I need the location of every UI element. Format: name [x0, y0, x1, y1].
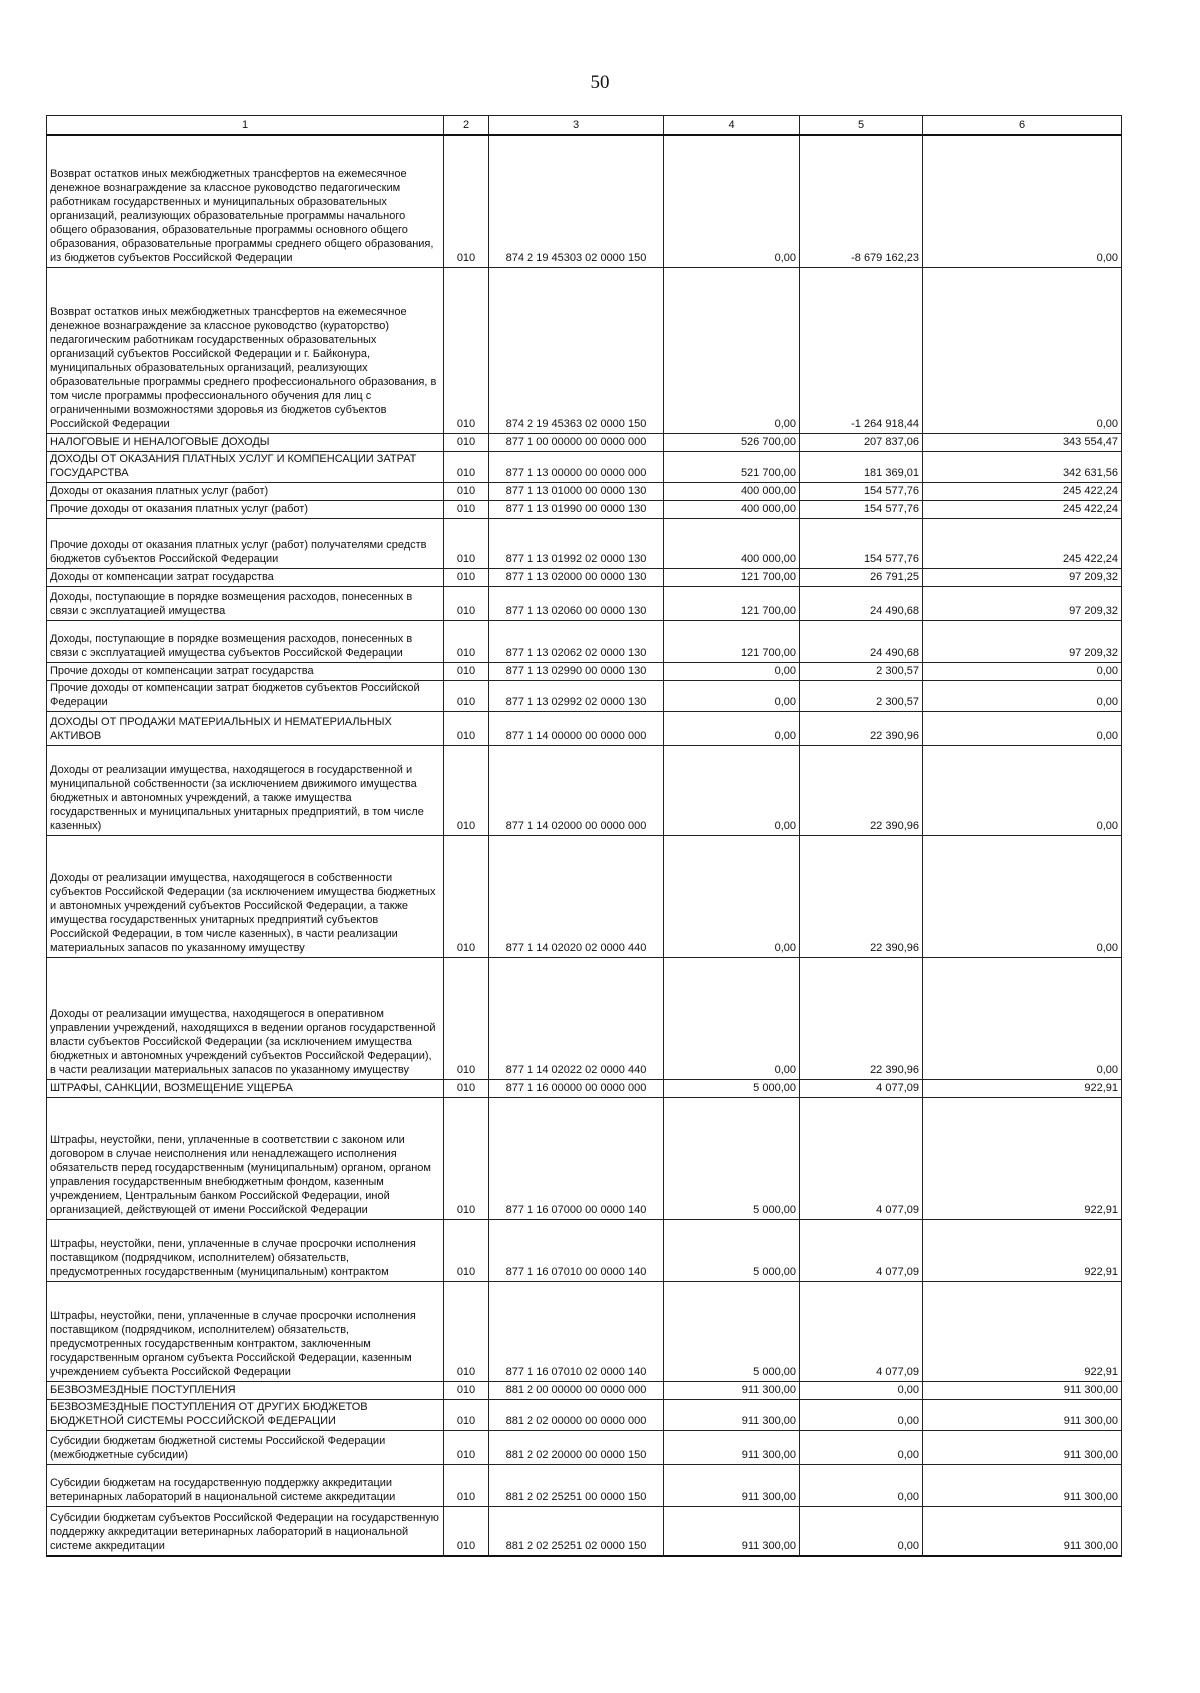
row-name-cell: Доходы, поступающие в порядке возмещения расходов, понесенных в связи с эксплуатацией имущества — [47, 586, 444, 620]
row-line-code-cell: 010 — [444, 1506, 489, 1556]
row-budget-code-cell: 881 2 02 00000 00 0000 000 — [489, 1399, 664, 1430]
table-row — [47, 957, 1122, 1079]
row-name-cell: Субсидии бюджетам субъектов Российской Федерации на государственную поддержку аккредитации ветеринарных лабораторий в национальной системе аккредитации — [47, 1506, 444, 1556]
column-header: 5 — [800, 116, 923, 136]
row-name-cell: Доходы от реализации имущества, находящегося в собственности субъектов Российской Федерации (за исключением имущества бюджетных и автономных учреждений субъектов Российской Федерации, а также имущества государственных унитарных предприятий субъектов Российской Федерации, в том числе казенных), в части реализации материальных запасов по указанному имуществу — [47, 835, 444, 957]
row-remaining-value-cell: 0,00 — [923, 680, 1122, 711]
row-name-cell: Доходы от реализации имущества, находящегося в оперативном управлении учреждений, находящихся в ведении органов государственной власти субъектов Российской Федерации (за исключением имущества бюджетных и автономных учреждений субъектов Российской Федерации), в части реализации материальных запасов по указанному имуществу — [47, 957, 444, 1079]
row-budget-code-cell: 881 2 02 20000 00 0000 150 — [489, 1430, 664, 1464]
row-budget-code-cell: 877 1 16 07010 00 0000 140 — [489, 1219, 664, 1281]
row-approved-value-cell: 0,00 — [664, 957, 800, 1079]
row-line-code-cell: 010 — [444, 451, 489, 482]
row-approved-value-cell: 911 300,00 — [664, 1464, 800, 1506]
row-budget-code-cell: 877 1 13 02992 02 0000 130 — [489, 680, 664, 711]
column-header: 6 — [923, 116, 1122, 136]
row-line-code-cell: 010 — [444, 680, 489, 711]
row-approved-value-cell: 0,00 — [664, 711, 800, 745]
row-name-cell: Доходы, поступающие в порядке возмещения расходов, понесенных в связи с эксплуатацией имущества субъектов Российской Федерации — [47, 620, 444, 662]
row-remaining-value-cell: 245 422,24 — [923, 482, 1122, 500]
row-name-cell: Прочие доходы от оказания платных услуг (работ) получателями средств бюджетов субъектов Российской Федерации — [47, 518, 444, 568]
column-header: 4 — [664, 116, 800, 136]
row-remaining-value-cell: 922,91 — [923, 1281, 1122, 1381]
row-budget-code-cell: 881 2 00 00000 00 0000 000 — [489, 1381, 664, 1399]
table-row — [47, 680, 1122, 711]
table-row — [47, 835, 1122, 957]
row-budget-code-cell: 877 1 13 01000 00 0000 130 — [489, 482, 664, 500]
table-row — [47, 568, 1122, 586]
row-line-code-cell: 010 — [444, 620, 489, 662]
row-remaining-value-cell: 343 554,47 — [923, 433, 1122, 451]
row-name-cell: Прочие доходы от оказания платных услуг (работ) — [47, 500, 444, 518]
row-line-code-cell: 010 — [444, 1219, 489, 1281]
row-line-code-cell: 010 — [444, 518, 489, 568]
table-row — [47, 1079, 1122, 1097]
row-remaining-value-cell: 0,00 — [923, 835, 1122, 957]
row-name-cell: БЕЗВОЗМЕЗДНЫЕ ПОСТУПЛЕНИЯ — [47, 1381, 444, 1399]
row-line-code-cell: 010 — [444, 1399, 489, 1430]
row-name-cell: Прочие доходы от компенсации затрат бюджетов субъектов Российской Федерации — [47, 680, 444, 711]
row-approved-value-cell: 0,00 — [664, 135, 800, 267]
row-approved-value-cell: 400 000,00 — [664, 500, 800, 518]
row-executed-value-cell: 4 077,09 — [800, 1281, 923, 1381]
row-line-code-cell: 010 — [444, 568, 489, 586]
row-budget-code-cell: 877 1 14 02020 02 0000 440 — [489, 835, 664, 957]
row-name-cell: НАЛОГОВЫЕ И НЕНАЛОГОВЫЕ ДОХОДЫ — [47, 433, 444, 451]
row-executed-value-cell: 4 077,09 — [800, 1079, 923, 1097]
row-name-cell: ШТРАФЫ, САНКЦИИ, ВОЗМЕЩЕНИЕ УЩЕРБА — [47, 1079, 444, 1097]
row-executed-value-cell: 2 300,57 — [800, 662, 923, 680]
header-row — [47, 116, 1122, 136]
row-budget-code-cell: 877 1 13 00000 00 0000 000 — [489, 451, 664, 482]
table-row — [47, 433, 1122, 451]
row-executed-value-cell: 4 077,09 — [800, 1097, 923, 1219]
row-approved-value-cell: 0,00 — [664, 662, 800, 680]
table-row — [47, 451, 1122, 482]
table-row — [47, 711, 1122, 745]
row-approved-value-cell: 0,00 — [664, 267, 800, 433]
table-row — [47, 500, 1122, 518]
row-remaining-value-cell: 0,00 — [923, 135, 1122, 267]
row-budget-code-cell: 881 2 02 25251 00 0000 150 — [489, 1464, 664, 1506]
row-executed-value-cell: 0,00 — [800, 1399, 923, 1430]
column-header: 2 — [444, 116, 489, 136]
row-approved-value-cell: 121 700,00 — [664, 586, 800, 620]
row-remaining-value-cell: 0,00 — [923, 662, 1122, 680]
row-remaining-value-cell: 245 422,24 — [923, 518, 1122, 568]
row-line-code-cell: 010 — [444, 1097, 489, 1219]
row-budget-code-cell: 877 1 14 00000 00 0000 000 — [489, 711, 664, 745]
row-approved-value-cell: 526 700,00 — [664, 433, 800, 451]
row-executed-value-cell: 0,00 — [800, 1464, 923, 1506]
row-remaining-value-cell: 0,00 — [923, 957, 1122, 1079]
row-line-code-cell: 010 — [444, 1281, 489, 1381]
table-row — [47, 1219, 1122, 1281]
row-executed-value-cell: -1 264 918,44 — [800, 267, 923, 433]
row-line-code-cell: 010 — [444, 433, 489, 451]
row-remaining-value-cell: 911 300,00 — [923, 1399, 1122, 1430]
row-budget-code-cell: 874 2 19 45303 02 0000 150 — [489, 135, 664, 267]
row-name-cell: БЕЗВОЗМЕЗДНЫЕ ПОСТУПЛЕНИЯ ОТ ДРУГИХ БЮДЖЕТОВ БЮДЖЕТНОЙ СИСТЕМЫ РОССИЙСКОЙ ФЕДЕРАЦИИ — [47, 1399, 444, 1430]
row-executed-value-cell: 154 577,76 — [800, 482, 923, 500]
row-budget-code-cell: 877 1 00 00000 00 0000 000 — [489, 433, 664, 451]
row-name-cell: Возврат остатков иных межбюджетных трансфертов на ежемесячное денежное вознаграждение за классное руководство педагогическим работникам государственных и муниципальных образовательных организаций, реализующих образовательные программы начального общего образования, образовательные программы основного общего образования, образовательные программы среднего общего образования, из бюджетов субъектов Российской Федерации — [47, 135, 444, 267]
column-header: 3 — [489, 116, 664, 136]
row-approved-value-cell: 911 300,00 — [664, 1399, 800, 1430]
row-approved-value-cell: 0,00 — [664, 835, 800, 957]
row-line-code-cell: 010 — [444, 267, 489, 433]
row-line-code-cell: 010 — [444, 1079, 489, 1097]
row-executed-value-cell: 22 390,96 — [800, 957, 923, 1079]
row-executed-value-cell: 0,00 — [800, 1430, 923, 1464]
row-name-cell: Субсидии бюджетам бюджетной системы Российской Федерации (межбюджетные субсидии) — [47, 1430, 444, 1464]
row-line-code-cell: 010 — [444, 586, 489, 620]
row-remaining-value-cell: 97 209,32 — [923, 586, 1122, 620]
row-line-code-cell: 010 — [444, 1381, 489, 1399]
row-approved-value-cell: 400 000,00 — [664, 518, 800, 568]
row-name-cell: Штрафы, неустойки, пени, уплаченные в случае просрочки исполнения поставщиком (подрядчиком, исполнителем) обязательств, предусмотренных государственным контрактом, заключенным государственным органом субъекта Российской Федерации, казенным учреждением субъекта Российской Федерации — [47, 1281, 444, 1381]
row-executed-value-cell: 0,00 — [800, 1381, 923, 1399]
table-row — [47, 1464, 1122, 1506]
row-budget-code-cell: 877 1 13 02060 00 0000 130 — [489, 586, 664, 620]
row-name-cell: ДОХОДЫ ОТ ПРОДАЖИ МАТЕРИАЛЬНЫХ И НЕМАТЕРИАЛЬНЫХ АКТИВОВ — [47, 711, 444, 745]
row-name-cell: Доходы от реализации имущества, находящегося в государственной и муниципальной собственности (за исключением движимого имущества бюджетных и автономных учреждений, а также имущества государственных и муниципальных унитарных предприятий, в том числе казенных) — [47, 745, 444, 835]
row-executed-value-cell: 207 837,06 — [800, 433, 923, 451]
row-name-cell: Штрафы, неустойки, пени, уплаченные в случае просрочки исполнения поставщиком (подрядчиком, исполнителем) обязательств, предусмотренных государственным (муниципальным) контрактом — [47, 1219, 444, 1281]
table-row — [47, 1097, 1122, 1219]
row-approved-value-cell: 911 300,00 — [664, 1506, 800, 1556]
row-approved-value-cell: 911 300,00 — [664, 1381, 800, 1399]
row-remaining-value-cell: 922,91 — [923, 1219, 1122, 1281]
row-name-cell: Прочие доходы от компенсации затрат государства — [47, 662, 444, 680]
row-approved-value-cell: 911 300,00 — [664, 1430, 800, 1464]
row-line-code-cell: 010 — [444, 662, 489, 680]
row-budget-code-cell: 877 1 16 07010 02 0000 140 — [489, 1281, 664, 1381]
row-name-cell: Доходы от компенсации затрат государства — [47, 568, 444, 586]
row-executed-value-cell: 4 077,09 — [800, 1219, 923, 1281]
row-budget-code-cell: 874 2 19 45363 02 0000 150 — [489, 267, 664, 433]
table-row — [47, 518, 1122, 568]
column-header: 1 — [47, 116, 444, 136]
table-row — [47, 482, 1122, 500]
row-budget-code-cell: 881 2 02 25251 02 0000 150 — [489, 1506, 664, 1556]
row-remaining-value-cell: 0,00 — [923, 745, 1122, 835]
table-row — [47, 586, 1122, 620]
row-remaining-value-cell: 97 209,32 — [923, 620, 1122, 662]
row-executed-value-cell: -8 679 162,23 — [800, 135, 923, 267]
row-executed-value-cell: 24 490,68 — [800, 620, 923, 662]
table-row — [47, 1399, 1122, 1430]
row-executed-value-cell: 22 390,96 — [800, 745, 923, 835]
row-approved-value-cell: 0,00 — [664, 680, 800, 711]
row-remaining-value-cell: 911 300,00 — [923, 1381, 1122, 1399]
row-remaining-value-cell: 911 300,00 — [923, 1506, 1122, 1556]
table-row — [47, 662, 1122, 680]
row-budget-code-cell: 877 1 13 02062 02 0000 130 — [489, 620, 664, 662]
table-row — [47, 1281, 1122, 1381]
row-name-cell: Субсидии бюджетам на государственную поддержку аккредитации ветеринарных лабораторий в национальной системе аккредитации — [47, 1464, 444, 1506]
table-body — [47, 135, 1122, 1556]
row-remaining-value-cell: 911 300,00 — [923, 1430, 1122, 1464]
row-approved-value-cell: 121 700,00 — [664, 568, 800, 586]
row-remaining-value-cell: 911 300,00 — [923, 1464, 1122, 1506]
row-remaining-value-cell: 342 631,56 — [923, 451, 1122, 482]
row-executed-value-cell: 154 577,76 — [800, 518, 923, 568]
table-row — [47, 745, 1122, 835]
row-executed-value-cell: 22 390,96 — [800, 711, 923, 745]
row-approved-value-cell: 521 700,00 — [664, 451, 800, 482]
page-number: 50 — [590, 72, 610, 93]
row-executed-value-cell: 154 577,76 — [800, 500, 923, 518]
row-line-code-cell: 010 — [444, 135, 489, 267]
row-line-code-cell: 010 — [444, 1430, 489, 1464]
row-approved-value-cell: 121 700,00 — [664, 620, 800, 662]
row-executed-value-cell: 0,00 — [800, 1506, 923, 1556]
row-name-cell: ДОХОДЫ ОТ ОКАЗАНИЯ ПЛАТНЫХ УСЛУГ И КОМПЕНСАЦИИ ЗАТРАТ ГОСУДАРСТВА — [47, 451, 444, 482]
row-name-cell: Возврат остатков иных межбюджетных трансфертов на ежемесячное денежное вознаграждение за классное руководство (кураторство) педагогическим работникам государственных образовательных организаций субъектов Российской Федерации и г. Байконура, муниципальных образовательных организаций, реализующих образовательные программы среднего профессионального образования, в том числе программы профессионального обучения для лиц с ограниченными возможностями здоровья из бюджетов субъектов Российской Федерации — [47, 267, 444, 433]
row-line-code-cell: 010 — [444, 835, 489, 957]
row-remaining-value-cell: 922,91 — [923, 1079, 1122, 1097]
row-budget-code-cell: 877 1 13 02990 00 0000 130 — [489, 662, 664, 680]
row-remaining-value-cell: 922,91 — [923, 1097, 1122, 1219]
row-budget-code-cell: 877 1 13 02000 00 0000 130 — [489, 568, 664, 586]
row-executed-value-cell: 181 369,01 — [800, 451, 923, 482]
table-row — [47, 1381, 1122, 1399]
row-executed-value-cell: 22 390,96 — [800, 835, 923, 957]
row-remaining-value-cell: 0,00 — [923, 267, 1122, 433]
row-name-cell: Доходы от оказания платных услуг (работ) — [47, 482, 444, 500]
row-remaining-value-cell: 0,00 — [923, 711, 1122, 745]
row-budget-code-cell: 877 1 16 07000 00 0000 140 — [489, 1097, 664, 1219]
row-executed-value-cell: 24 490,68 — [800, 586, 923, 620]
row-approved-value-cell: 400 000,00 — [664, 482, 800, 500]
row-line-code-cell: 010 — [444, 957, 489, 1079]
row-name-cell: Штрафы, неустойки, пени, уплаченные в соответствии с законом или договором в случае неисполнения или ненадлежащего исполнения обязательств перед государственным (муниципальным) органом, органом управления государственным внебюджетным фондом, казенным учреждением, Центральным банком Российской Федерации, иной организацией, действующей от имени Российской Федерации — [47, 1097, 444, 1219]
row-line-code-cell: 010 — [444, 745, 489, 835]
row-budget-code-cell: 877 1 13 01990 00 0000 130 — [489, 500, 664, 518]
budget-income-table — [46, 115, 1122, 1557]
row-line-code-cell: 010 — [444, 482, 489, 500]
row-remaining-value-cell: 245 422,24 — [923, 500, 1122, 518]
row-budget-code-cell: 877 1 13 01992 02 0000 130 — [489, 518, 664, 568]
table-row — [47, 1430, 1122, 1464]
row-approved-value-cell: 5 000,00 — [664, 1079, 800, 1097]
row-line-code-cell: 010 — [444, 711, 489, 745]
row-budget-code-cell: 877 1 16 00000 00 0000 000 — [489, 1079, 664, 1097]
row-approved-value-cell: 0,00 — [664, 745, 800, 835]
row-executed-value-cell: 26 791,25 — [800, 568, 923, 586]
row-line-code-cell: 010 — [444, 1464, 489, 1506]
row-budget-code-cell: 877 1 14 02000 00 0000 000 — [489, 745, 664, 835]
row-approved-value-cell: 5 000,00 — [664, 1281, 800, 1381]
row-approved-value-cell: 5 000,00 — [664, 1097, 800, 1219]
row-remaining-value-cell: 97 209,32 — [923, 568, 1122, 586]
row-executed-value-cell: 2 300,57 — [800, 680, 923, 711]
row-budget-code-cell: 877 1 14 02022 02 0000 440 — [489, 957, 664, 1079]
table-row — [47, 620, 1122, 662]
row-approved-value-cell: 5 000,00 — [664, 1219, 800, 1281]
table-row — [47, 267, 1122, 433]
table-row — [47, 135, 1122, 267]
row-line-code-cell: 010 — [444, 500, 489, 518]
table-row — [47, 1506, 1122, 1556]
